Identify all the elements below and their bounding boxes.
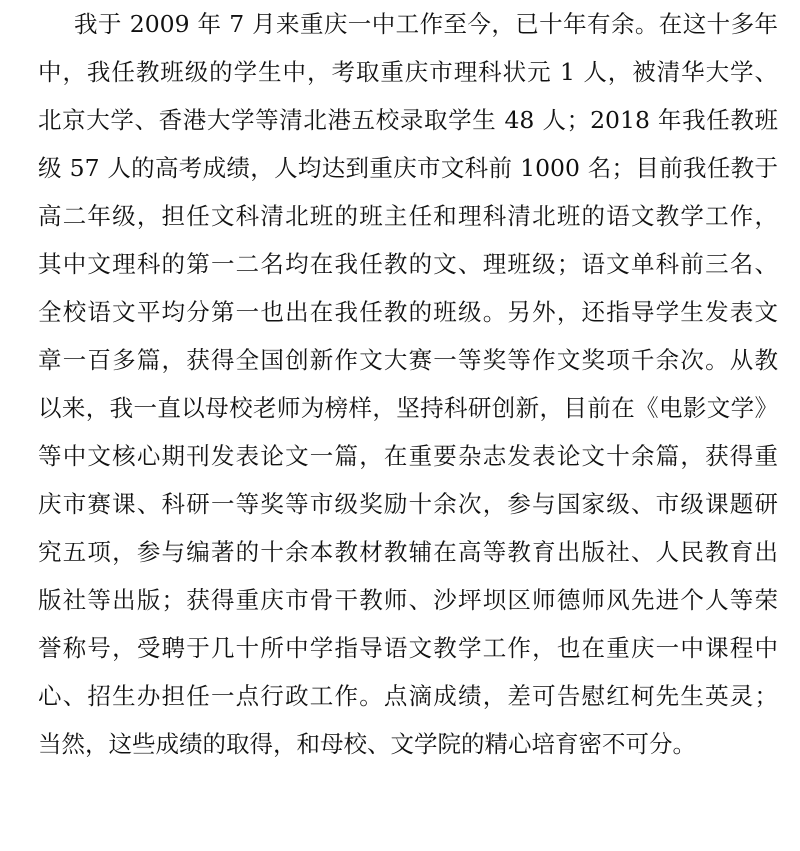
text-line-5: 高二年级，担任文科清北班的班主任和理科清北班的语文教学工作，: [38, 202, 778, 230]
text-line-10: 等中文核心期刊发表论文一篇，在重要杂志发表论文十余篇，获得重: [38, 442, 778, 470]
text-line-11: 庆市赛课、科研一等奖等市级奖励十余次，参与国家级、市级课题研: [38, 490, 778, 518]
text-line-12: 究五项，参与编著的十余本教材教辅在高等教育出版社、人民教育出: [38, 538, 778, 566]
text-line-1: 我于 2009 年 7 月来重庆一中工作至今，已十年有余。在这十多年: [74, 10, 778, 38]
text-line-3: 北京大学、香港大学等清北港五校录取学生 48 人；2018 年我任教班: [38, 106, 778, 134]
text-line-9: 以来，我一直以母校老师为榜样，坚持科研创新，目前在《电影文学》: [38, 394, 778, 422]
text-line-15: 心、招生办担任一点行政工作。点滴成绩，差可告慰红柯先生英灵；: [38, 682, 778, 710]
text-line-13: 版社等出版；获得重庆市骨干教师、沙坪坝区师德师风先进个人等荣: [38, 586, 778, 614]
text-line-7: 全校语文平均分第一也出在我任教的班级。另外，还指导学生发表文: [38, 298, 778, 326]
text-line-2: 中，我任教班级的学生中，考取重庆市理科状元 1 人，被清华大学、: [38, 58, 778, 86]
text-line-4: 级 57 人的高考成绩，人均达到重庆市文科前 1000 名；目前我任教于: [38, 154, 778, 182]
body-paragraph: [38, 0, 778, 768]
text-line-16: 当然，这些成绩的取得，和母校、文学院的精心培育密不可分。: [38, 730, 696, 758]
text-line-14: 誉称号，受聘于几十所中学指导语文教学工作，也在重庆一中课程中: [38, 634, 778, 662]
text-line-8: 章一百多篇，获得全国创新作文大赛一等奖等作文奖项千余次。从教: [38, 346, 778, 374]
text-line-6: 其中文理科的第一二名均在我任教的文、理班级；语文单科前三名、: [38, 250, 778, 278]
